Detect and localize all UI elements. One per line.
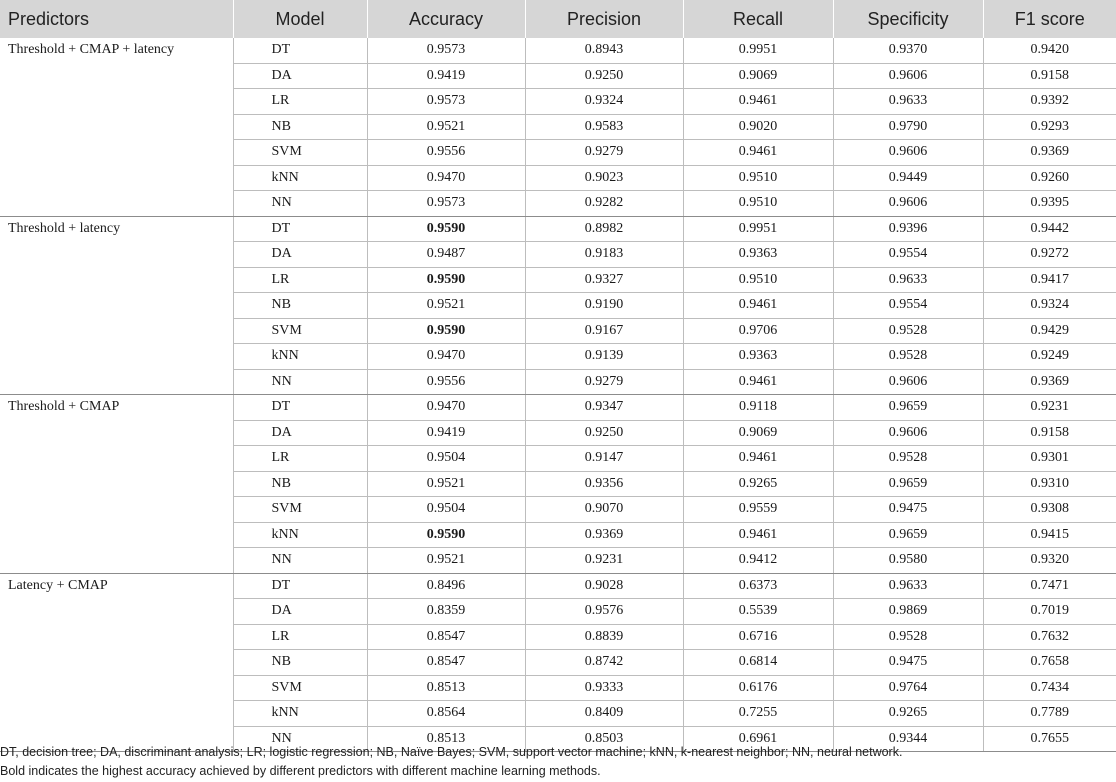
specificity-cell: 0.9265 — [833, 701, 983, 727]
f1-cell: 0.9301 — [983, 446, 1116, 472]
recall-cell: 0.9118 — [683, 395, 833, 421]
precision-cell: 0.9356 — [525, 471, 683, 497]
f1-cell: 0.9158 — [983, 420, 1116, 446]
model-cell: DA — [233, 599, 367, 625]
f1-cell: 0.9293 — [983, 114, 1116, 140]
precision-cell: 0.8839 — [525, 624, 683, 650]
recall-cell: 0.7255 — [683, 701, 833, 727]
specificity-cell: 0.9633 — [833, 267, 983, 293]
recall-cell: 0.9461 — [683, 369, 833, 395]
table-row — [0, 38, 1116, 63]
model-cell: NN — [233, 191, 367, 217]
specificity-cell: 0.9659 — [833, 471, 983, 497]
specificity-cell: 0.9606 — [833, 140, 983, 166]
recall-cell: 0.9510 — [683, 165, 833, 191]
accuracy-cell: 0.9573 — [367, 89, 525, 115]
accuracy-cell: 0.9556 — [367, 369, 525, 395]
table-row — [0, 395, 1116, 421]
header-model: Model — [233, 0, 367, 38]
accuracy-cell: 0.8496 — [367, 573, 525, 599]
recall-cell: 0.6961 — [683, 726, 833, 752]
f1-cell: 0.9395 — [983, 191, 1116, 217]
precision-cell: 0.8742 — [525, 650, 683, 676]
precision-cell: 0.9167 — [525, 318, 683, 344]
model-cell: DT — [233, 395, 367, 421]
table-header — [0, 0, 1116, 38]
accuracy-cell: 0.9521 — [367, 471, 525, 497]
precision-cell: 0.9583 — [525, 114, 683, 140]
model-cell: LR — [233, 267, 367, 293]
recall-cell: 0.9412 — [683, 548, 833, 574]
f1-cell: 0.7471 — [983, 573, 1116, 599]
specificity-cell: 0.9606 — [833, 369, 983, 395]
accuracy-cell: 0.9590 — [367, 522, 525, 548]
specificity-cell: 0.9528 — [833, 624, 983, 650]
predictor-cell: Threshold + CMAP — [0, 395, 233, 574]
model-cell: NB — [233, 293, 367, 319]
accuracy-cell: 0.8513 — [367, 675, 525, 701]
recall-cell: 0.9510 — [683, 267, 833, 293]
specificity-cell: 0.9606 — [833, 420, 983, 446]
f1-cell: 0.7632 — [983, 624, 1116, 650]
precision-cell: 0.9183 — [525, 242, 683, 268]
accuracy-cell: 0.9573 — [367, 191, 525, 217]
footnote-bold-note: Bold indicates the highest accuracy achieved by different predictors with different machine learning methods. — [0, 764, 601, 778]
model-cell: DA — [233, 242, 367, 268]
specificity-cell: 0.9659 — [833, 522, 983, 548]
model-cell: SVM — [233, 318, 367, 344]
f1-cell: 0.9417 — [983, 267, 1116, 293]
f1-cell: 0.9392 — [983, 89, 1116, 115]
recall-cell: 0.9706 — [683, 318, 833, 344]
precision-cell: 0.9576 — [525, 599, 683, 625]
model-cell: kNN — [233, 344, 367, 370]
f1-cell: 0.7434 — [983, 675, 1116, 701]
model-cell: LR — [233, 446, 367, 472]
specificity-cell: 0.9633 — [833, 89, 983, 115]
specificity-cell: 0.9764 — [833, 675, 983, 701]
f1-cell: 0.7789 — [983, 701, 1116, 727]
model-cell: kNN — [233, 165, 367, 191]
accuracy-cell: 0.8359 — [367, 599, 525, 625]
f1-cell: 0.7019 — [983, 599, 1116, 625]
f1-cell: 0.9415 — [983, 522, 1116, 548]
specificity-cell: 0.9344 — [833, 726, 983, 752]
precision-cell: 0.9250 — [525, 420, 683, 446]
model-cell: SVM — [233, 675, 367, 701]
model-cell: NB — [233, 471, 367, 497]
model-cell: NN — [233, 548, 367, 574]
f1-cell: 0.9158 — [983, 63, 1116, 89]
model-cell: DA — [233, 420, 367, 446]
specificity-cell: 0.9554 — [833, 242, 983, 268]
recall-cell: 0.9951 — [683, 216, 833, 242]
f1-cell: 0.9272 — [983, 242, 1116, 268]
recall-cell: 0.9069 — [683, 63, 833, 89]
recall-cell: 0.9363 — [683, 242, 833, 268]
precision-cell: 0.8943 — [525, 38, 683, 63]
predictor-cell: Latency + CMAP — [0, 573, 233, 752]
accuracy-cell: 0.8547 — [367, 624, 525, 650]
accuracy-cell: 0.9504 — [367, 446, 525, 472]
precision-cell: 0.9279 — [525, 140, 683, 166]
recall-cell: 0.9951 — [683, 38, 833, 63]
precision-cell: 0.8982 — [525, 216, 683, 242]
model-cell: SVM — [233, 140, 367, 166]
model-cell: NN — [233, 369, 367, 395]
precision-cell: 0.8409 — [525, 701, 683, 727]
header-precision: Precision — [525, 0, 683, 38]
f1-cell: 0.9429 — [983, 318, 1116, 344]
accuracy-cell: 0.8547 — [367, 650, 525, 676]
recall-cell: 0.9265 — [683, 471, 833, 497]
f1-cell: 0.9324 — [983, 293, 1116, 319]
specificity-cell: 0.9580 — [833, 548, 983, 574]
precision-cell: 0.9023 — [525, 165, 683, 191]
specificity-cell: 0.9449 — [833, 165, 983, 191]
f1-cell: 0.9420 — [983, 38, 1116, 63]
model-cell: DT — [233, 573, 367, 599]
table-row — [0, 573, 1116, 599]
precision-cell: 0.9279 — [525, 369, 683, 395]
precision-cell: 0.9147 — [525, 446, 683, 472]
recall-cell: 0.9559 — [683, 497, 833, 523]
recall-cell: 0.9020 — [683, 114, 833, 140]
model-cell: SVM — [233, 497, 367, 523]
model-cell: LR — [233, 624, 367, 650]
accuracy-cell: 0.8513 — [367, 726, 525, 752]
precision-cell: 0.9324 — [525, 89, 683, 115]
accuracy-cell: 0.9470 — [367, 165, 525, 191]
recall-cell: 0.9461 — [683, 446, 833, 472]
precision-cell: 0.8503 — [525, 726, 683, 752]
specificity-cell: 0.9528 — [833, 446, 983, 472]
accuracy-cell: 0.9556 — [367, 140, 525, 166]
footnote-abbreviations: DT, decision tree; DA, discriminant analysis; LR; logistic regression; NB, Naïve Bayes; SVM, support vector machine; kNN, k-nearest neighbor; NN, neural network. — [0, 745, 903, 759]
specificity-cell: 0.9528 — [833, 344, 983, 370]
accuracy-cell: 0.9590 — [367, 318, 525, 344]
precision-cell: 0.9327 — [525, 267, 683, 293]
accuracy-cell: 0.8564 — [367, 701, 525, 727]
precision-cell: 0.9070 — [525, 497, 683, 523]
precision-cell: 0.9139 — [525, 344, 683, 370]
recall-cell: 0.9510 — [683, 191, 833, 217]
accuracy-cell: 0.9573 — [367, 38, 525, 63]
specificity-cell: 0.9606 — [833, 63, 983, 89]
recall-cell: 0.9461 — [683, 293, 833, 319]
model-cell: NB — [233, 114, 367, 140]
f1-cell: 0.9310 — [983, 471, 1116, 497]
specificity-cell: 0.9869 — [833, 599, 983, 625]
table-row — [0, 216, 1116, 242]
f1-cell: 0.9231 — [983, 395, 1116, 421]
f1-cell: 0.7658 — [983, 650, 1116, 676]
recall-cell: 0.6814 — [683, 650, 833, 676]
f1-cell: 0.9249 — [983, 344, 1116, 370]
accuracy-cell: 0.9504 — [367, 497, 525, 523]
precision-cell: 0.9282 — [525, 191, 683, 217]
precision-cell: 0.9347 — [525, 395, 683, 421]
recall-cell: 0.9069 — [683, 420, 833, 446]
precision-cell: 0.9028 — [525, 573, 683, 599]
specificity-cell: 0.9790 — [833, 114, 983, 140]
specificity-cell: 0.9633 — [833, 573, 983, 599]
predictor-cell: Threshold + latency — [0, 216, 233, 395]
f1-cell: 0.7655 — [983, 726, 1116, 752]
model-cell: kNN — [233, 701, 367, 727]
header-recall: Recall — [683, 0, 833, 38]
specificity-cell: 0.9606 — [833, 191, 983, 217]
f1-cell: 0.9369 — [983, 369, 1116, 395]
model-cell: DA — [233, 63, 367, 89]
recall-cell: 0.9363 — [683, 344, 833, 370]
specificity-cell: 0.9528 — [833, 318, 983, 344]
recall-cell: 0.9461 — [683, 89, 833, 115]
specificity-cell: 0.9370 — [833, 38, 983, 63]
f1-cell: 0.9308 — [983, 497, 1116, 523]
precision-cell: 0.9231 — [525, 548, 683, 574]
recall-cell: 0.6373 — [683, 573, 833, 599]
accuracy-cell: 0.9521 — [367, 548, 525, 574]
header-f1-score: F1 score — [983, 0, 1116, 38]
recall-cell: 0.6716 — [683, 624, 833, 650]
recall-cell: 0.5539 — [683, 599, 833, 625]
header-accuracy: Accuracy — [367, 0, 525, 38]
accuracy-cell: 0.9419 — [367, 63, 525, 89]
recall-cell: 0.9461 — [683, 522, 833, 548]
model-cell: NN — [233, 726, 367, 752]
accuracy-cell: 0.9419 — [367, 420, 525, 446]
accuracy-cell: 0.9470 — [367, 344, 525, 370]
table-footnote — [0, 743, 1110, 781]
specificity-cell: 0.9475 — [833, 497, 983, 523]
precision-cell: 0.9250 — [525, 63, 683, 89]
specificity-cell: 0.9396 — [833, 216, 983, 242]
accuracy-cell: 0.9521 — [367, 293, 525, 319]
model-cell: DT — [233, 216, 367, 242]
recall-cell: 0.6176 — [683, 675, 833, 701]
specificity-cell: 0.9554 — [833, 293, 983, 319]
header-predictors: Predictors — [0, 0, 233, 38]
f1-cell: 0.9369 — [983, 140, 1116, 166]
model-cell: LR — [233, 89, 367, 115]
accuracy-cell: 0.9487 — [367, 242, 525, 268]
predictor-cell: Threshold + CMAP + latency — [0, 38, 233, 216]
header-row — [0, 0, 1116, 38]
model-cell: DT — [233, 38, 367, 63]
f1-cell: 0.9320 — [983, 548, 1116, 574]
f1-cell: 0.9260 — [983, 165, 1116, 191]
precision-cell: 0.9190 — [525, 293, 683, 319]
recall-cell: 0.9461 — [683, 140, 833, 166]
accuracy-cell: 0.9470 — [367, 395, 525, 421]
header-specificity: Specificity — [833, 0, 983, 38]
precision-cell: 0.9369 — [525, 522, 683, 548]
specificity-cell: 0.9475 — [833, 650, 983, 676]
specificity-cell: 0.9659 — [833, 395, 983, 421]
model-cell: NB — [233, 650, 367, 676]
model-cell: kNN — [233, 522, 367, 548]
accuracy-cell: 0.9521 — [367, 114, 525, 140]
f1-cell: 0.9442 — [983, 216, 1116, 242]
precision-cell: 0.9333 — [525, 675, 683, 701]
table-body — [0, 38, 1116, 752]
accuracy-cell: 0.9590 — [367, 267, 525, 293]
accuracy-cell: 0.9590 — [367, 216, 525, 242]
